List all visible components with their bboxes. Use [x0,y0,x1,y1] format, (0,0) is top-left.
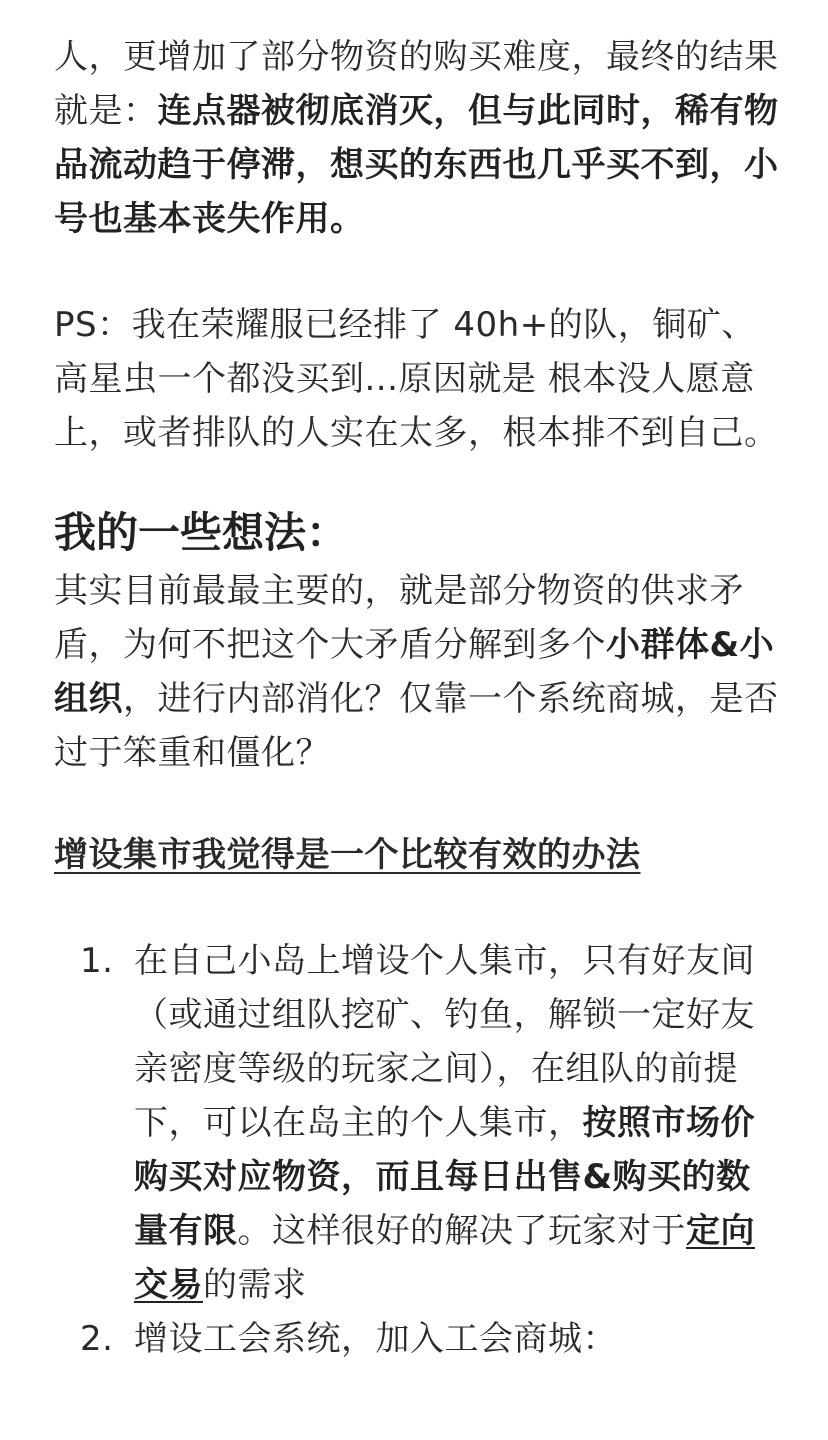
list-item-number: 2. [80,1319,114,1359]
list-item-text-a: 在自己小岛上增设个人集市，只有好友间（或通过组队挖矿、钓鱼，解锁一定好友亲密度等级的玩家之间），在组队的前提下，可以在岛主的个人集市， [134,941,755,1143]
paragraph-ideas-bold: 小群体&小组织 [54,625,775,719]
paragraph-ideas [54,564,784,780]
cutoff-line [54,0,89,23]
article [54,0,784,1366]
list-item [54,934,784,1312]
list-item-text: 增设工会系统，加入工会商城： [134,1319,617,1359]
proposal-list [54,934,784,1366]
list-item-text-b: 。这样很好的解决了玩家对于 [237,1211,686,1251]
list-item-underline: 定向交易 [134,1211,755,1305]
list-item [54,1312,784,1366]
list-item-bold: 按照市场价购买对应物资，而且每日出售&购买的数量有限 [134,1103,755,1251]
paragraph-result-prefix: 的结果就是： [54,37,779,131]
paragraph-result-bold: 连点器被彻底消灭，但与此同时，稀有物品流动趋于停滞，想买的东西也几乎买不到，小号也基本丧失作用。 [54,91,779,239]
paragraph-ideas-text-a: 其实目前最最主要的，就是部分物资的供求矛盾，为何不把这个大矛盾分解到多个 [54,571,744,665]
ps-paragraph: PS：我在荣耀服已经排了 40h+的队，铜矿、高星虫一个都没买到...原因就是 根本没人愿意上，或者排队的人实在太多，根本排不到自己。 [54,305,779,453]
section-heading: 我的一些想法： [54,508,349,557]
list-item-number: 1. [80,941,114,981]
paragraph-result [54,0,784,246]
subheading-market: 增设集市我觉得是一个比较有效的办法 [54,835,641,875]
list-item-text-c: 的需求 [203,1265,307,1305]
paragraph-ideas-text-b: ，进行内部消化？仅靠一个系统商城，是否过于笨重和僵化？ [54,679,779,773]
paragraph-result-line1: 人，更增加了部分物资的购买难度，最终 [54,37,675,77]
